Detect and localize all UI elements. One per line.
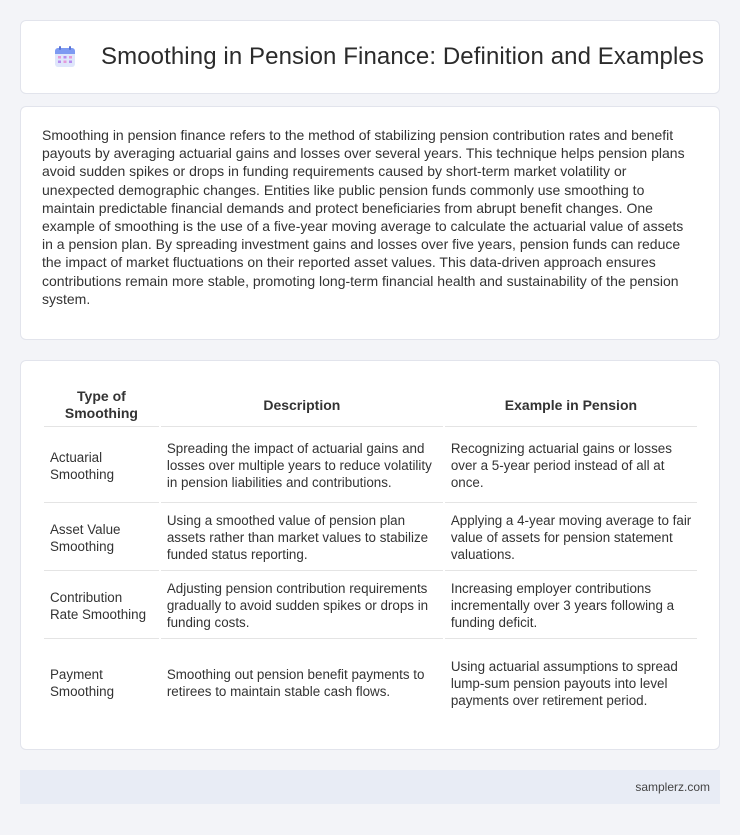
cell-example: Recognizing actuarial gains or losses over a 5-year period instead of all at once. [445,429,697,503]
page-title: Smoothing in Pension Finance: Definition and Examples [101,43,704,70]
cell-type: Actuarial Smoothing [44,429,159,503]
smoothing-table [42,376,699,727]
cell-type: Asset Value Smoothing [44,505,159,571]
header-type: Type of Smoothing [44,378,159,427]
intro-card [20,106,720,340]
cell-example: Increasing employer contributions incrementally over 3 years following a funding deficit. [445,573,697,639]
table-header-row [44,378,697,427]
footer [20,770,720,804]
calendar-icon [53,45,77,69]
table-row [44,573,697,639]
header-example: Example in Pension [445,378,697,427]
cell-example: Using actuarial assumptions to spread lump-sum pension payouts into level payments over retirement period. [450,658,678,708]
table-card [20,360,720,750]
cell-description: Smoothing out pension benefit payments to retirees to maintain stable cash flows. [166,667,425,699]
table-row [44,429,697,503]
header-description: Description [161,378,443,427]
table-row [44,641,697,725]
cell-example: Applying a 4-year moving average to fair value of assets for pension statement valuations. [445,505,697,571]
cell-description: Adjusting pension contribution requirements gradually to avoid sudden spikes or drops in funding costs. [161,573,443,639]
cell-description: Using a smoothed value of pension plan assets rather than market values to stabilize funded status reporting. [161,505,443,571]
intro-paragraph: Smoothing in pension finance refers to the method of stabilizing pension contribution rates and benefit payouts by averaging actuarial gains and losses over several years. This technique helps pension plans avoid sudden spikes or drops in funding requirements caused by short-term market volatility or unexpected demographic changes. Entities like public pension funds commonly use smoothing to maintain predictable financial demands and protect beneficiaries from abrupt benefit changes. One example of smoothing is the use of a five-year moving average to calculate the actuarial value of assets in a pension plan. By spreading investment gains and losses over five years, pension funds can reduce the impact of market fluctuations on their reported asset values. This data-driven approach ensures contributions remain more stable, promoting long-term financial health and sustainability of the pension system. [42,127,685,307]
cell-type: Contribution Rate Smoothing [44,573,159,639]
footer-site-link[interactable]: samplerz.com [635,780,710,794]
cell-type: Payment Smoothing [50,667,115,699]
table-row [44,505,697,571]
cell-description: Spreading the impact of actuarial gains and losses over multiple years to reduce volatility in pension liabilities and contributions. [161,429,443,503]
header-card [20,20,720,94]
